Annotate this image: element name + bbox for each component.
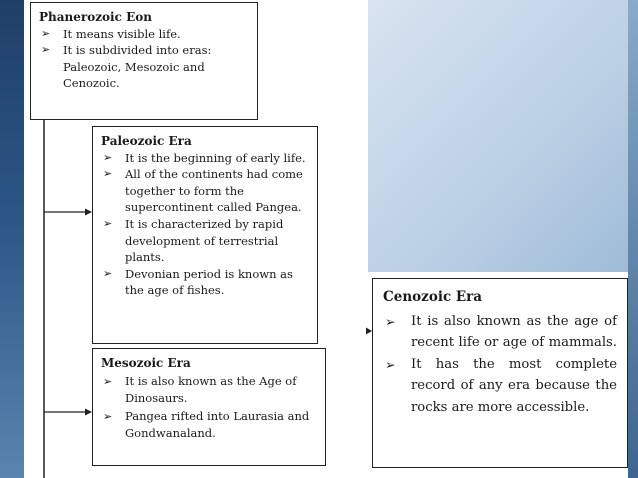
paleozoic-era-box <box>92 126 318 344</box>
eon-list <box>39 26 249 59</box>
cenozoic-era-box <box>372 278 628 468</box>
left-decor-band <box>0 0 24 478</box>
list-item: ➢ All of the continents had come together to form the supercontinent called Pangea. <box>101 166 309 216</box>
list-item: ➢ It is characterized by rapid development of terrestrial plants. <box>101 216 309 266</box>
list-item: ➢ It is also known as the Age of Dinosaurs. <box>101 373 317 408</box>
eon-title: Phanerozoic Eon <box>39 10 152 24</box>
arrowhead-mesozoic <box>85 409 92 416</box>
phanerozoic-eon-box <box>30 2 258 120</box>
list-item: ➢ It has the most complete record of any era because the rocks are more accessible. <box>383 354 617 419</box>
list-item: ➢ It means visible life. <box>39 26 249 43</box>
mesozoic-title: Mesozoic Era <box>101 356 191 370</box>
cenozoic-title: Cenozoic Era <box>383 289 483 305</box>
right-decor-band <box>628 0 638 478</box>
eon-continuation: Paleozoic, Mesozoic and Cenozoic. <box>63 59 205 90</box>
paleozoic-title: Paleozoic Era <box>101 134 192 148</box>
cenozoic-list <box>383 311 617 419</box>
list-item: ➢ It is subdivided into eras: <box>39 42 249 59</box>
mesozoic-era-box <box>92 348 326 466</box>
background-panel <box>368 0 638 272</box>
list-item: ➢ Pangea rifted into Laurasia and Gondwanaland. <box>101 408 317 443</box>
arrowhead-paleozoic <box>85 209 92 216</box>
mesozoic-list <box>101 373 317 443</box>
paleozoic-list <box>101 150 309 299</box>
list-item: ➢ It is also known as the age of recent life or age of mammals. <box>383 311 617 354</box>
list-item: ➢ It is the beginning of early life. <box>101 150 309 167</box>
list-item: ➢ Devonian period is known as the age of fishes. <box>101 266 309 299</box>
